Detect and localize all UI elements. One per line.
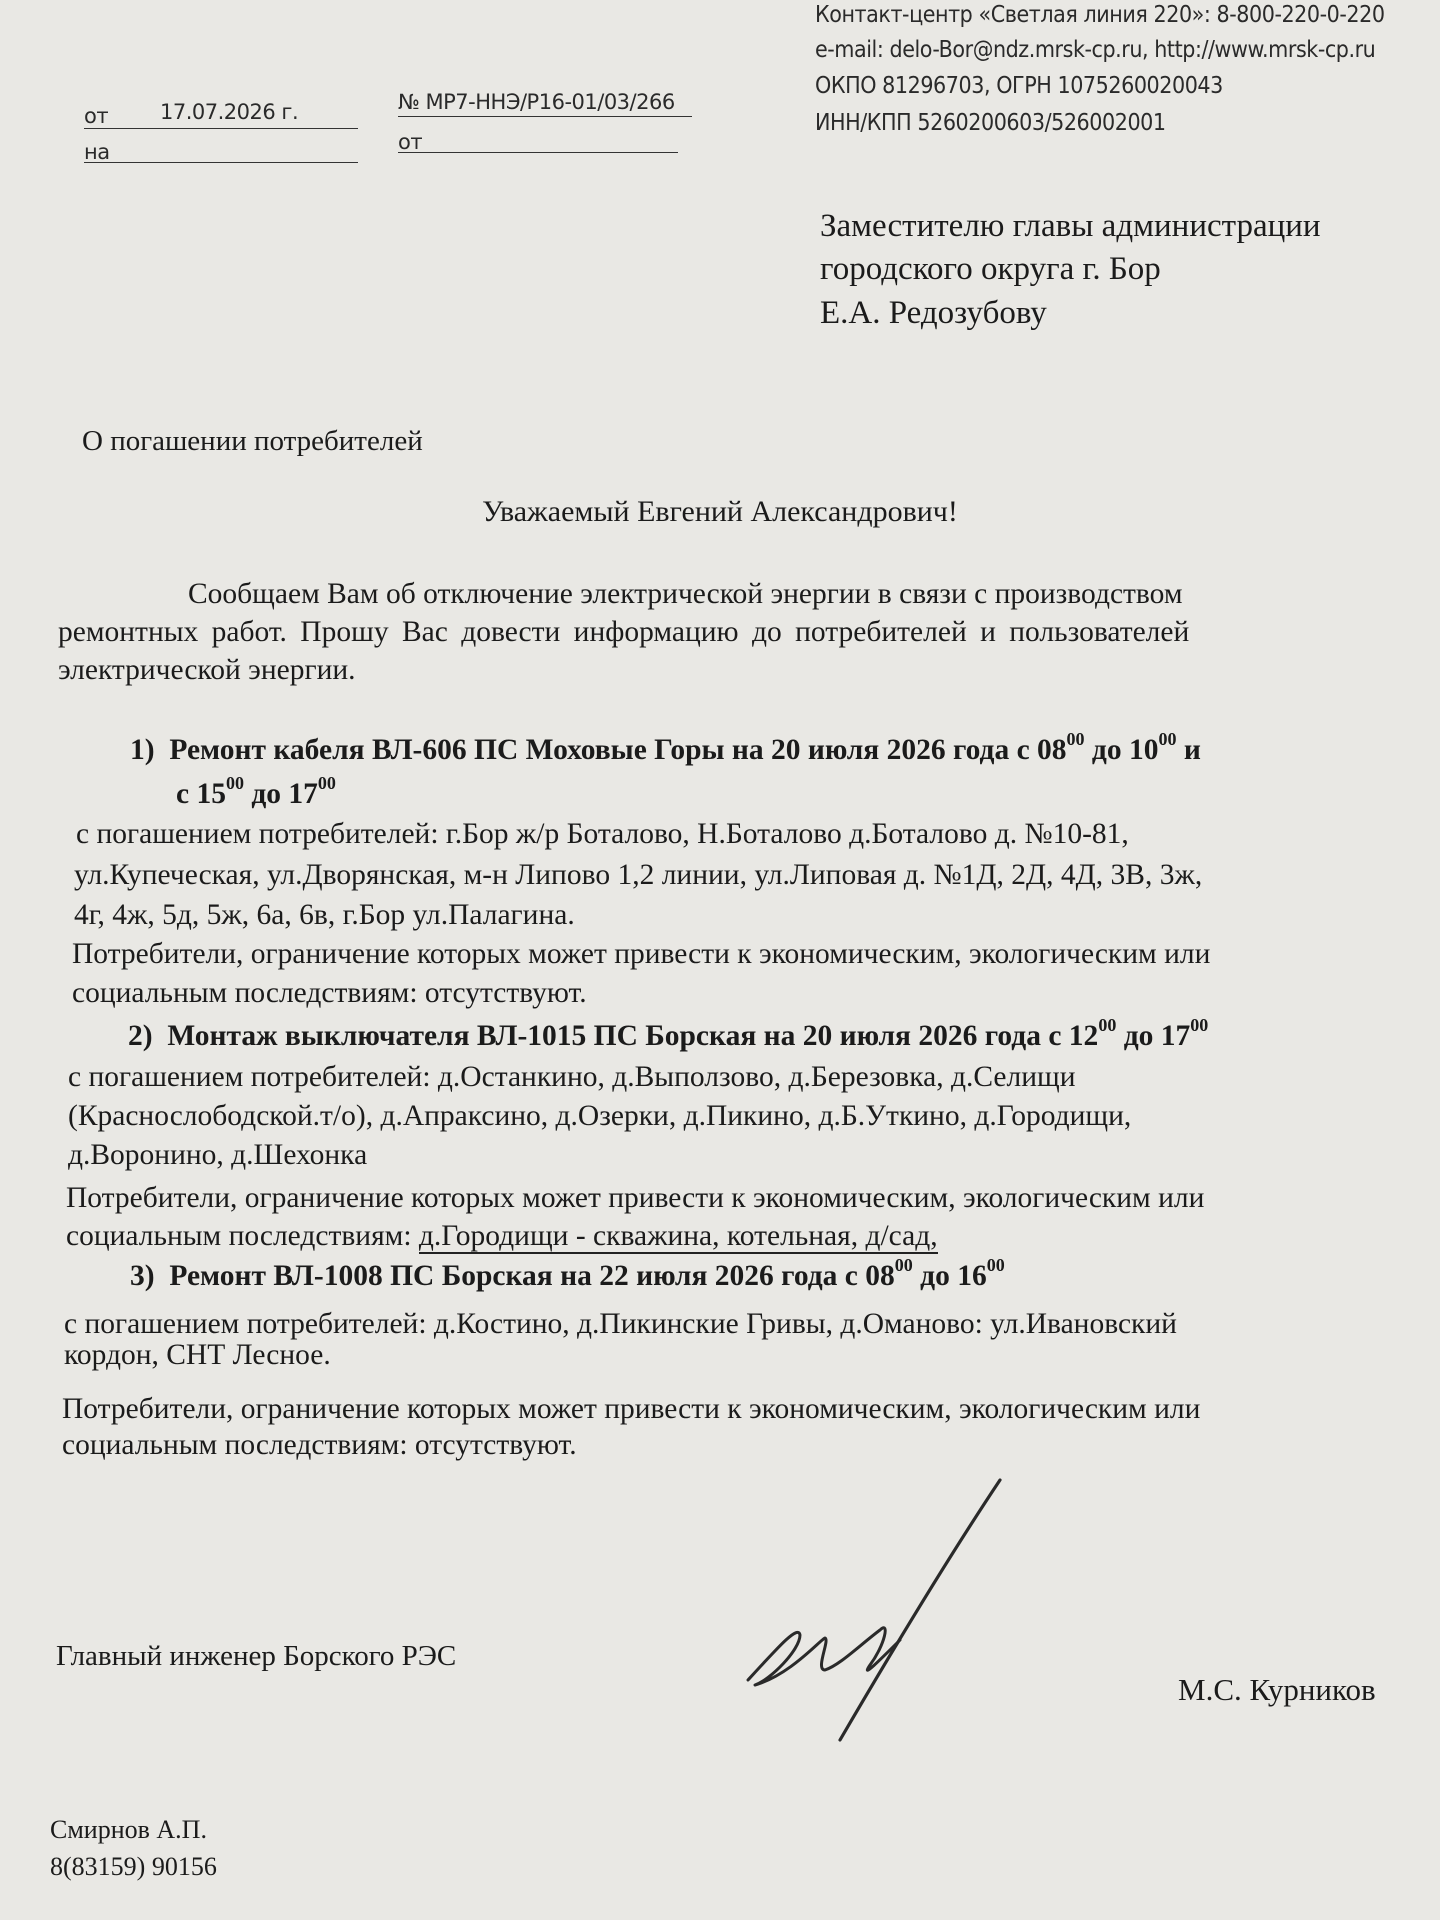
executor-name: Смирнов А.П. [50,1815,207,1844]
item-2-sup-1: 00 [1098,1015,1117,1035]
reg-from-label: от [84,104,109,128]
intro-line-1: Сообщаем Вам об отключение электрической энергии в связи с производством [188,578,1183,610]
item-1-sup-3: 00 [225,773,244,793]
item-1-restricted-2: социальным последствиям: отсутствуют. [72,977,587,1009]
item-3-title-text: Ремонт ВЛ-1008 ПС Борская на 22 июля 2026 года с 08 [169,1260,895,1292]
handwritten-signature [730,1470,1010,1750]
item-2-restricted-2-label: социальным последствиям: [66,1220,419,1252]
intro-line-2: ремонтных работ. Прошу Вас довести информацию до потребителей и пользователей [58,616,1190,648]
contact-line-3: ОКПО 81296703, ОГРН 1075260020043 [815,73,1223,99]
item-2-consumers-3: д.Воронино, д.Шехонка [68,1139,368,1171]
item-3-sup-2: 00 [986,1255,1005,1275]
addressee-line-2: городского округа г. Бор [820,251,1161,287]
reg-number-line [398,116,692,117]
item-1-title-text: Ремонт кабеля ВЛ-606 ПС Моховые Горы на 20 июля 2026 года с 08 [169,734,1067,766]
item-2-sup-2: 00 [1190,1015,1209,1035]
item-1-consumers-2: ул.Купеческая, ул.Дворянская, м-н Липово 1,2 линии, ул.Липовая д. №1Д, 2Д, 4Д, 3В, 3ж, [74,859,1203,891]
reg-date: 17.07.2026 г. [160,100,299,124]
item-3-title-b: до 16 [912,1260,987,1292]
item-1-sup-1: 00 [1066,729,1085,749]
item-3-title [130,1255,1005,1293]
item-1-title-e: до 17 [243,778,318,810]
item-3-consumers-2: кордон, СНТ Лесное. [64,1339,331,1371]
contact-line-4: ИНН/КПП 5260200603/526002001 [815,110,1166,136]
item-1-sup-4: 00 [317,773,336,793]
reg-number-from-line [398,152,678,153]
item-2-consumers-1: с погашением потребителей: д.Останкино, д.Выползово, д.Березовка, д.Селищи [68,1061,1076,1093]
reg-number: № МР7-ННЭ/Р16-01/03/266 [398,90,675,114]
item-1-restricted-1: Потребители, ограничение которых может привести к экономическим, экологическим или [72,938,1211,970]
item-1-number: 1) [130,734,155,766]
item-2-restricted-1: Потребители, ограничение которых может привести к экономическим, экологическим или [66,1182,1205,1214]
reg-to-line [84,162,358,163]
item-1-consumers-1: с погашением потребителей: г.Бор ж/р Боталово, Н.Боталово д.Боталово д. №10-81, [76,818,1129,850]
item-3-sup-1: 00 [894,1255,913,1275]
signatory-position: Главный инженер Борского РЭС [56,1640,457,1672]
item-2-title [128,1015,1209,1053]
item-1-sup-2: 00 [1158,729,1177,749]
item-3-restricted-2: социальным последствиям: отсутствуют. [62,1429,577,1461]
intro-line-3: электрической энергии. [58,654,356,686]
item-2-title-text: Монтаж выключателя ВЛ-1015 ПС Борская на 20 июля 2026 года с 12 [167,1020,1099,1052]
greeting: Уважаемый Евгений Александрович! [482,495,958,528]
contact-line-1: Контакт-центр «Светлая линия 220»: 8-800-220-0-220 [815,2,1385,28]
reg-date-line [84,128,358,129]
item-2-restricted-2-value: д.Городищи - скважина, котельная, д/сад, [418,1220,938,1252]
contact-line-2: e-mail: delo-Bor@ndz.mrsk-cp.ru, http://www.mrsk-cp.ru [815,37,1376,63]
item-3-number: 3) [130,1260,155,1292]
item-1-title-line-2 [176,773,336,811]
reg-number-from-label: от [398,130,423,154]
addressee-line-1: Заместителю главы администрации [820,208,1321,244]
item-1-title [130,729,1201,767]
item-1-title-c: и [1176,734,1201,766]
item-2-title-b: до 17 [1116,1020,1191,1052]
executor-phone: 8(83159) 90156 [50,1852,217,1881]
item-3-restricted-1: Потребители, ограничение которых может привести к экономическим, экологическим или [62,1393,1201,1425]
addressee-line-3: Е.А. Редозубову [820,295,1047,331]
item-1-consumers-3: 4г, 4ж, 5д, 5ж, 6а, 6в, г.Бор ул.Палагина. [74,899,575,931]
item-2-restricted-2 [66,1220,938,1253]
item-1-title-d: с 15 [176,778,226,810]
reg-to-label: на [84,140,110,164]
item-1-title-b: до 10 [1084,734,1159,766]
item-2-number: 2) [128,1020,153,1052]
item-2-consumers-2: (Краснослободской.т/о), д.Апраксино, д.Озерки, д.Пикино, д.Б.Уткино, д.Городищи, [68,1100,1132,1132]
subject: О погашении потребителей [82,425,423,457]
item-3-consumers-1: с погашением потребителей: д.Костино, д.Пикинские Гривы, д.Оманово: ул.Ивановский [64,1308,1177,1340]
signatory-name: М.С. Курников [1178,1672,1376,1707]
